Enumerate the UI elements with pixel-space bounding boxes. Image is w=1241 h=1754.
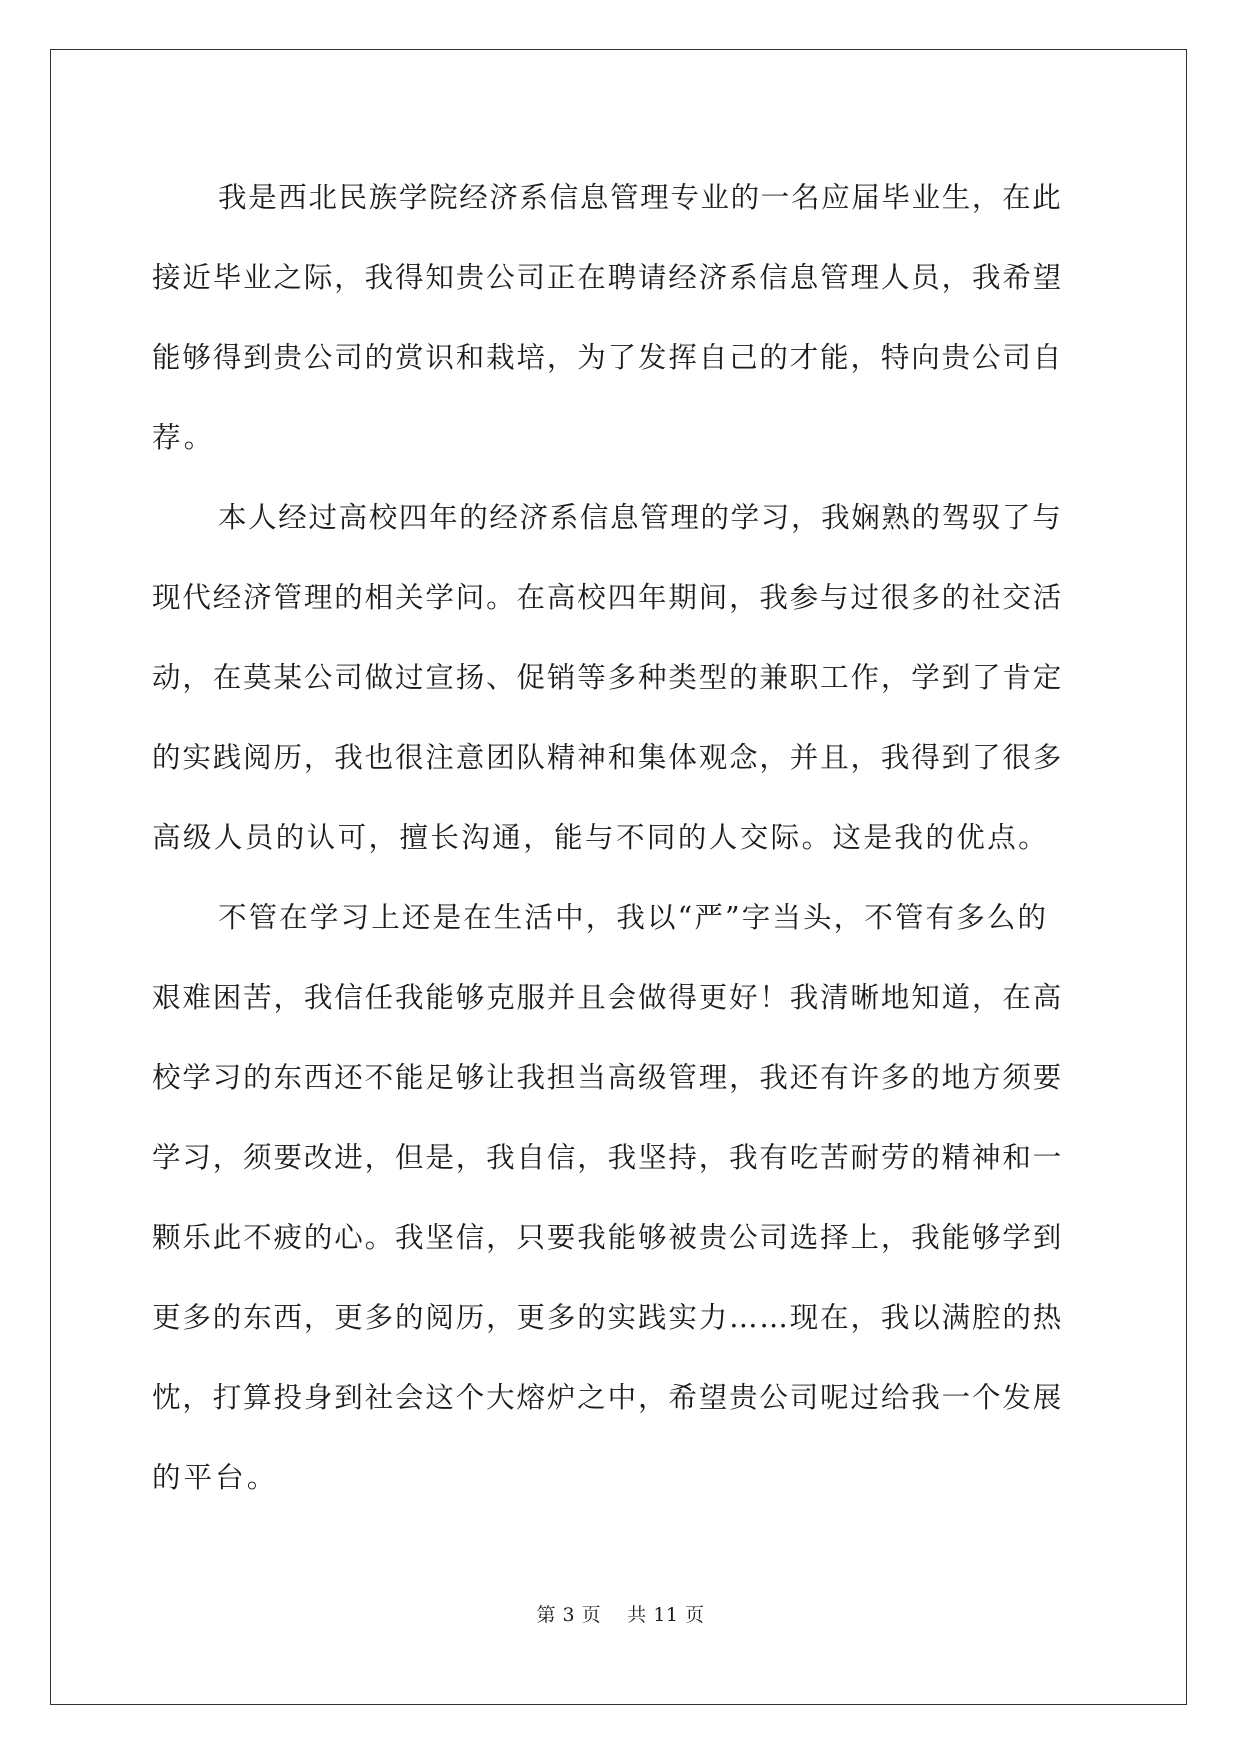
text-line: 本人经过高校四年的经济系信息管理的学习，我娴熟的驾驭了与 <box>218 501 1063 534</box>
page-total: 共 11 页 <box>627 1604 705 1626</box>
page-number: 第 3 页 <box>536 1604 602 1626</box>
paragraph-2 <box>152 478 1092 878</box>
paragraph-1 <box>152 158 1092 478</box>
text-line: 忱，打算投身到社会这个大熔炉之中，希望贵公司呢过给我一个发展 <box>152 1381 1064 1414</box>
text-line: 我是西北民族学院经济系信息管理专业的一名应届毕业生，在此 <box>218 181 1063 214</box>
text-line: 不管在学习上还是在生活中，我以“严”字当头，不管有多么的 <box>218 901 1049 934</box>
document-body <box>152 158 1092 1518</box>
paragraph-3 <box>152 878 1092 1518</box>
footer-spacer <box>601 1604 627 1626</box>
text-line: 艰难困苦，我信任我能够克服并且会做得更好！我清晰地知道，在高 <box>152 981 1064 1014</box>
page-footer <box>0 1600 1241 1627</box>
text-line: 的实践阅历，我也很注意团队精神和集体观念，并且，我得到了很多 <box>152 741 1064 774</box>
text-line: 动，在莫某公司做过宣扬、促销等多种类型的兼职工作，学到了肯定 <box>152 661 1064 694</box>
text-line: 现代经济管理的相关学问。在高校四年期间，我参与过很多的社交活 <box>152 581 1064 614</box>
text-line: 的平台。 <box>152 1461 279 1494</box>
text-line: 能够得到贵公司的赏识和栽培，为了发挥自己的才能，特向贵公司自 <box>152 341 1064 374</box>
text-line: 更多的东西，更多的阅历，更多的实践实力……现在，我以满腔的热 <box>152 1301 1064 1334</box>
text-line: 荐。 <box>152 421 216 454</box>
text-line: 颗乐此不疲的心。我坚信，只要我能够被贵公司选择上，我能够学到 <box>152 1221 1064 1254</box>
text-line: 接近毕业之际，我得知贵公司正在聘请经济系信息管理人员，我希望 <box>152 261 1064 294</box>
text-line: 学习，须要改进，但是，我自信，我坚持，我有吃苦耐劳的精神和一 <box>152 1141 1064 1174</box>
text-line: 校学习的东西还不能足够让我担当高级管理，我还有许多的地方须要 <box>152 1061 1064 1094</box>
text-line: 高级人员的认可，擅长沟通，能与不同的人交际。这是我的优点。 <box>152 821 1050 854</box>
